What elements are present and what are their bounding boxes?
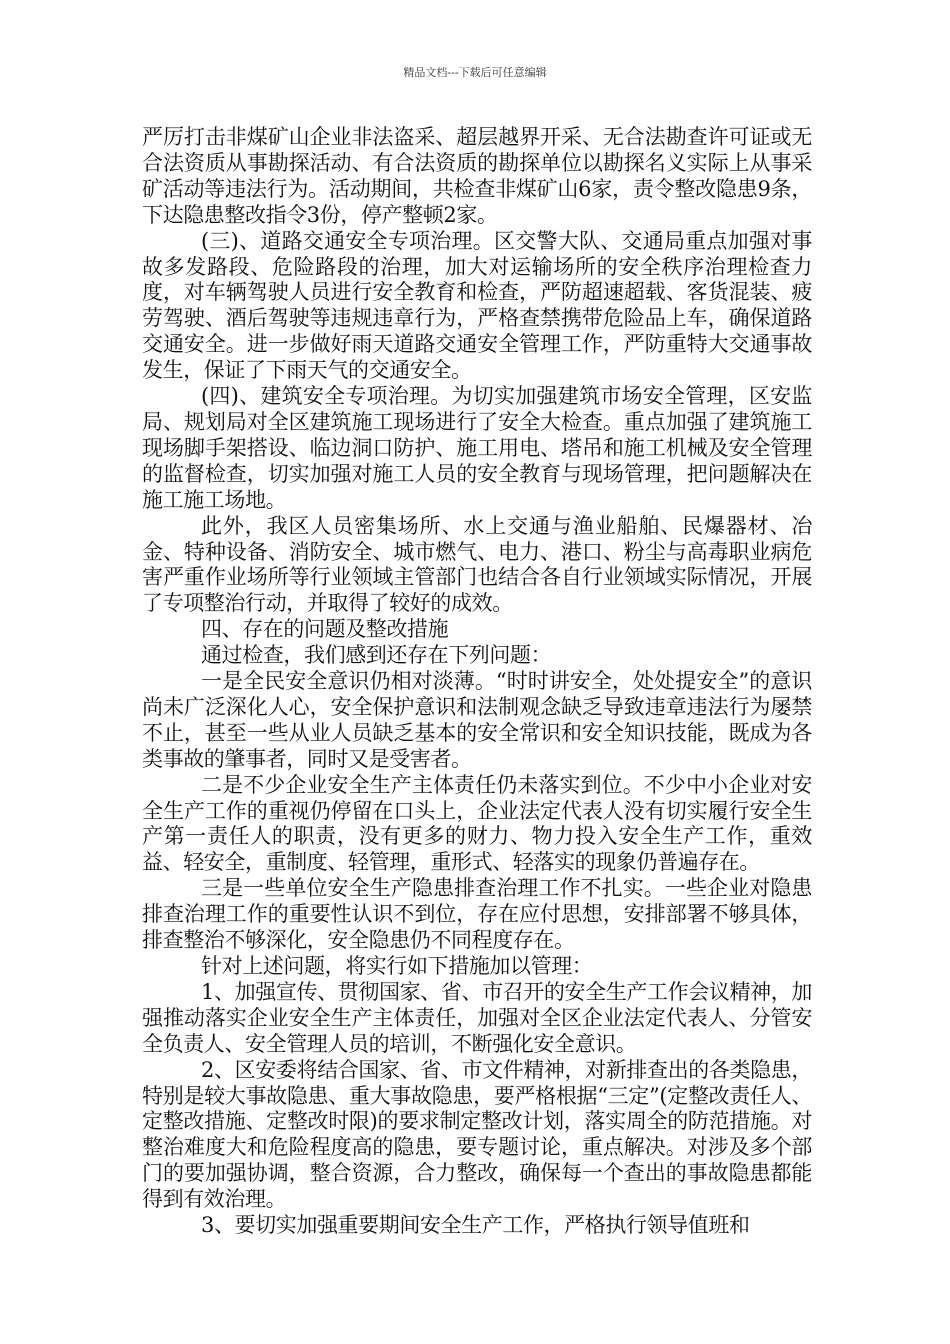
paragraph-13: 3、要切实加强重要期间安全生产工作，严格执行领导值班和 <box>201 1213 750 1238</box>
paragraph-12: 2、区安委将结合国家、省、市文件精神，对新排查出的各类隐患，特别是较大事故隐患、重大事故隐患，要严格根据“三定”(定整改责任人、定整改措施、定整改时限)的要求制定整改计划，落实周全的防范措施。对整治难度大和危险程度高的隐患，要专题讨论，重点解决。对涉及多个部门的要加强协调，整合资源，合力整改，确保每一个查出的事故隐患都能得到有效治理。 <box>142 1057 812 1212</box>
paragraph-8: 二是不少企业安全生产主体责任仍未落实到位。不少中小企业对安全生产工作的重视仍停留在口头上，企业法定代表人没有切实履行安全生产第一责任人的职责，没有更多的财力、物力投入安全生产工作，重效益、轻安全，重制度、轻管理，重形式、轻落实的现象仍普遍存在。 <box>142 772 812 875</box>
paragraph-11: 1、加强宣传、贯彻国家、省、市召开的安全生产工作会议精神，加强推动落实企业安全生产主体责任，加强对全区企业法定代表人、分管安全负责人、安全管理人员的培训，不断强化安全意识。 <box>142 979 812 1056</box>
section-heading: 四、存在的问题及整改措施 <box>201 617 449 642</box>
paragraph-4: 此外，我区人员密集场所、水上交通与渔业船舶、民爆器材、冶金、特种设备、消防安全、城市燃气、电力、港口、粉尘与高毒职业病危害严重作业场所等行业领域主管部门也结合各自行业领域实际情况，开展了专项整治行动，并取得了较好的成效。 <box>142 513 812 616</box>
page-header: 精品文档---下载后可任意编辑 <box>403 66 547 79</box>
paragraph-6: 通过检查，我们感到还存在下列问题： <box>201 643 552 668</box>
paragraph-7: 一是全民安全意识仍相对淡薄。“时时讲安全，处处提安全”的意识尚未广泛深化人心，安全保护意识和法制观念缺乏导致违章违法行为屡禁不止，甚至一些从业人员缺乏基本的安全常识和安全知识技能，既成为各类事故的肇事者，同时又是受害者。 <box>142 669 812 771</box>
paragraph-10: 针对上述问题，将实行如下措施加以管理： <box>201 954 593 978</box>
paragraph-9: 三是一些单位安全生产隐患排查治理工作不扎实。一些企业对隐患排查治理工作的重要性认识不到位，存在应付思想，安排部署不够具体，排查整治不够深化，安全隐患仍不同程度存在。 <box>142 876 812 953</box>
paragraph-3: (四)、建筑安全专项治理。为切实加强建筑市场安全管理，区安监局、规划局对全区建筑施工现场进行了安全大检查。重点加强了建筑施工现场脚手架搭设、临边洞口防护、施工用电、塔吊和施工机械及安全管理的监督检查，切实加强对施工人员的安全教育与现场管理，把问题解决在施工施工场地。 <box>142 384 812 512</box>
paragraph-2: (三)、道路交通安全专项治理。区交警大队、交通局重点加强对事故多发路段、危险路段的治理，加大对运输场所的安全秩序治理检查力度，对车辆驾驶人员进行安全教育和检查，严防超速超载、客货混装、疲劳驾驶、酒后驾驶等违规违章行为，严格查禁携带危险品上车，确保道路交通安全。进一步做好雨天道路交通安全管理工作，严防重特大交通事故发生，保证了下雨天气的交通安全。 <box>142 228 812 383</box>
document-body <box>142 125 812 1239</box>
paragraph-1: 严厉打击非煤矿山企业非法盗采、超层越界开采、无合法勘查许可证或无合法资质从事勘探活动、有合法资质的勘探单位以勘探名义实际上从事采矿活动等违法行为。活动期间，共检查非煤矿山6家，责令整改隐患9条，下达隐患整改指令3份，停产整顿2家。 <box>142 125 812 227</box>
